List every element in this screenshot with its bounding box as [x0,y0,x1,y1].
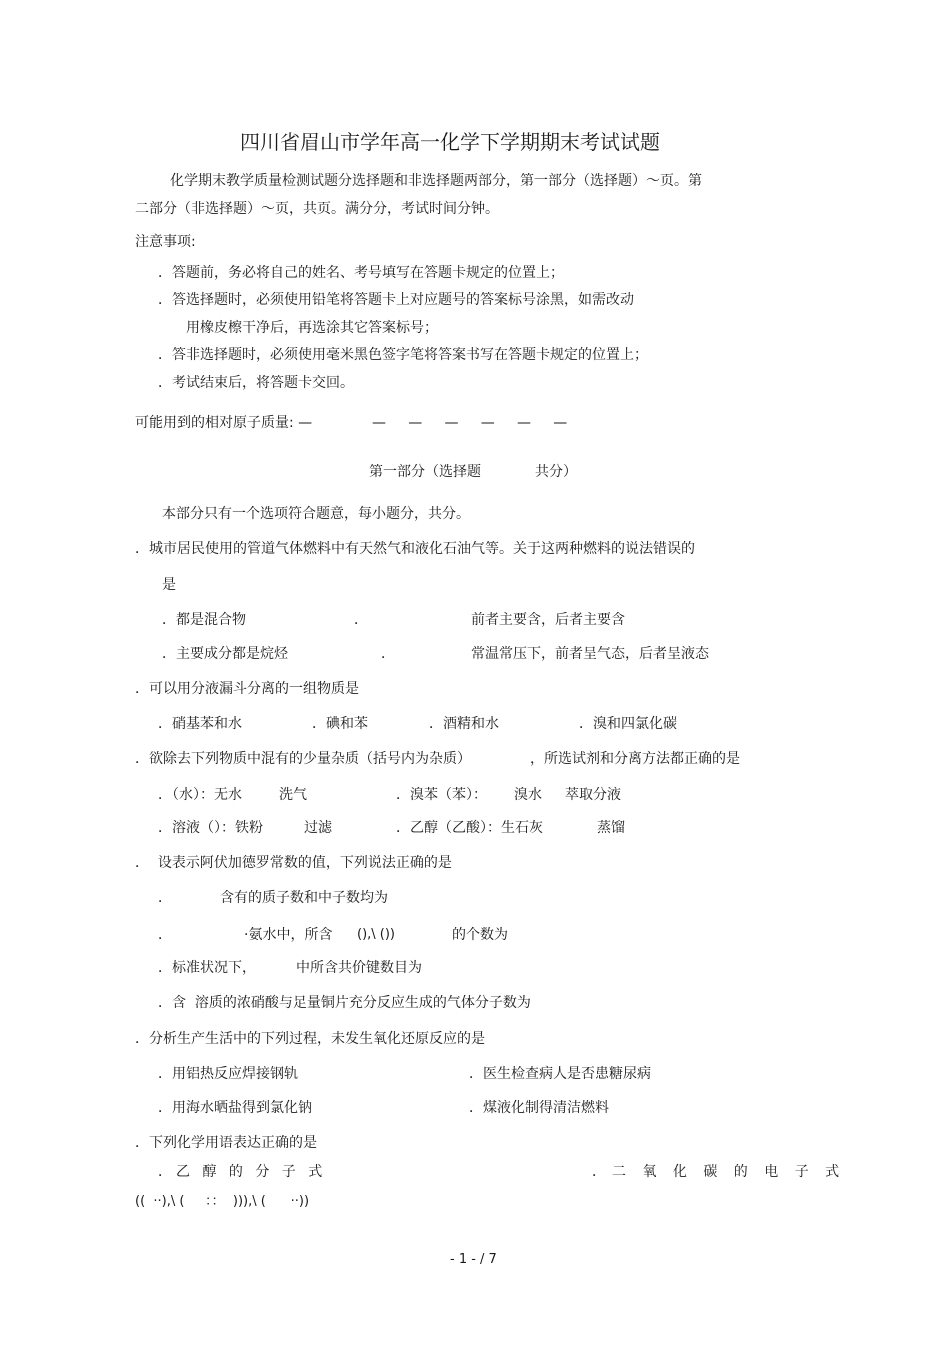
q3-option-b-2: 溴水 [514,787,542,803]
q5-option-b: ．医生检查病人是否患糖尿病 [469,1066,651,1082]
q4-option-b-3: 的个数为 [452,927,508,943]
notes-item-4: ．考试结束后，将答题卡交回。 [158,375,354,391]
q4-stem: ． 设表示阿伏加德罗常数的值，下列说法正确的是 [135,855,452,871]
notes-item-3: ．答非选择题时，必须使用毫米黑色签字笔将答案书写在答题卡规定的位置上； [158,347,648,363]
q1-stem: ．城市居民使用的管道气体燃料中有天然气和液化石油气等。关于这两种燃料的说法错误的 [135,541,695,557]
q1-option-b: 前者主要含，后者主要含 [471,612,625,628]
q4-option-c-1: ．标准状况下， [158,960,256,976]
page-title: 四川省眉山市学年高一化学下学期期末考试试题 [240,130,660,154]
q3-option-a-2: 洗气 [279,787,307,803]
q3-option-b-3: 萃取分液 [565,787,621,803]
q2-option-d: ．溴和四氯化碳 [579,716,677,732]
q6-stem: ．下列化学用语表达正确的是 [135,1135,317,1151]
q5-option-a: ．用铝热反应焊接钢轨 [158,1066,298,1082]
q3-option-b-1: ．溴苯（苯）： [396,787,487,803]
q5-stem: ．分析生产生活中的下列过程，未发生氧化还原反应的是 [135,1031,485,1047]
q3-option-d-1: ．乙醇（乙酸）：生石灰 [396,820,543,836]
intro-line-1: 化学期末教学质量检测试题分选择题和非选择题两部分，第一部分（选择题）～页。第 [170,173,702,189]
part1-heading-a: 第一部分（选择题 [369,464,481,480]
part1-heading-b: 共分） [535,464,577,480]
q4-option-b-1: ·氨水中，所含 [244,927,333,943]
q4-option-c-2: 中所含共价键数目为 [296,960,422,976]
q4-option-b-2: (),\ ()) [357,927,396,942]
q4-option-a-dot: ． [158,890,172,906]
q1-option-d: 常温常压下，前者呈气态，后者呈液态 [471,646,709,662]
q1-stem-cont: 是 [162,577,176,593]
q5-option-d: ．煤液化制得清洁燃料 [469,1100,609,1116]
q6-option-a: ．乙 醇 的 分 子 式 [158,1164,327,1180]
q2-option-a: ．硝基苯和水 [158,716,242,732]
q1-option-d-dot: ． [381,646,395,662]
notes-heading: 注意事项: [135,234,196,250]
q5-option-c: ．用海水晒盐得到氯化钠 [158,1100,312,1116]
atomic-mass-dashes: — — — — — — [372,415,568,431]
notes-item-1: ．答题前，务必将自己的姓名、考号填写在答题卡规定的位置上； [158,265,564,281]
q2-stem: ．可以用分液漏斗分离的一组物质是 [135,681,359,697]
notes-item-2-cont: 用橡皮檫干净后，再选涂其它答案标号； [186,320,438,336]
q4-option-a: 含有的质子数和中子数均为 [220,890,388,906]
q1-option-c: ．主要成分都是烷烃 [162,646,288,662]
notes-item-2: ．答选择题时，必须使用铅笔将答题卡上对应题号的答案标号涂黑，如需改动 [158,292,634,308]
q2-option-b: ．碘和苯 [312,716,368,732]
atomic-mass-label: 可能用到的相对原子质量: — [135,415,313,431]
q3-stem-b: ，所选试剂和分离方法都正确的是 [530,751,740,767]
q3-option-d-2: 蒸馏 [597,820,625,836]
q6-option-b: ．二 氧 化 碳 的 电 子 式 [592,1164,846,1180]
q3-stem-a: ．欲除去下列物质中混有的少量杂质（括号内为杂质） [135,751,471,767]
q1-option-b-dot: ． [354,612,368,628]
q3-option-c-2: 过滤 [304,820,332,836]
intro-line-2: 二部分（非选择题）～页，共页。满分分，考试时间分钟。 [135,201,499,217]
part1-desc: 本部分只有一个选项符合题意，每小题分，共分。 [162,506,470,522]
q3-option-c-1: ．溶液（）：铁粉 [158,820,263,836]
q4-option-d: ．含 溶质的浓硝酸与足量铜片充分反应生成的气体分子数为 [158,995,531,1011]
q6-formula: (( ··),\ ( ：： ))),\ ( ··)) [135,1194,310,1209]
q4-option-b-dot: ． [158,927,172,943]
q3-option-a-1: ．（水）：无水 [158,787,242,803]
q1-option-a: ．都是混合物 [162,612,246,628]
q2-option-c: ．酒精和水 [429,716,499,732]
page-number: - 1 - / 7 [450,1252,497,1267]
